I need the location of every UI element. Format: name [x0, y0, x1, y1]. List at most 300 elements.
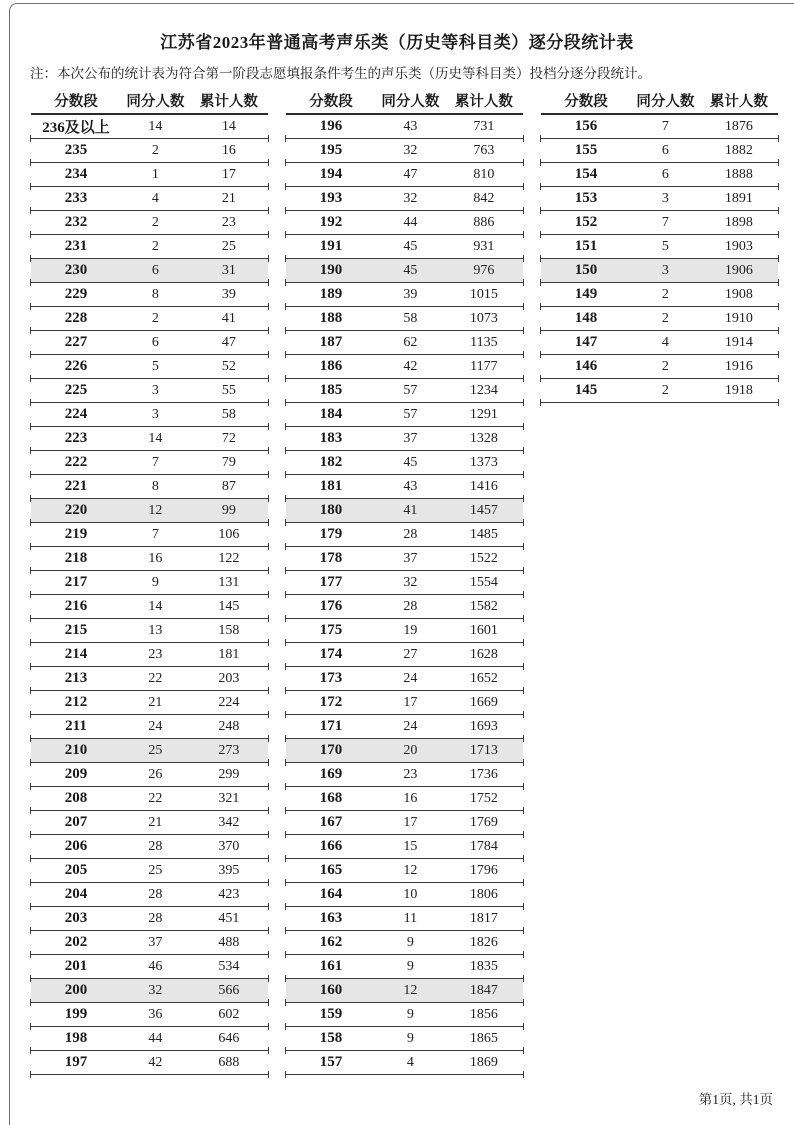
- table-row: [286, 1027, 523, 1051]
- table-row: [541, 115, 778, 139]
- same-count-cell: 43: [403, 478, 418, 494]
- same-count-cell: 6: [151, 262, 159, 278]
- cumulative-cell: 1652: [469, 670, 498, 686]
- table-row: [541, 355, 778, 379]
- table-body: [31, 115, 268, 1075]
- score-cell: 163: [319, 910, 343, 926]
- cumulative-cell: 122: [218, 550, 240, 566]
- cumulative-cell: 1847: [469, 982, 498, 998]
- cumulative-cell: 1865: [469, 1030, 498, 1046]
- cumulative-cell: 31: [221, 262, 236, 278]
- score-cell: 209: [64, 766, 88, 782]
- cumulative-cell: 1073: [469, 310, 498, 326]
- same-count-cell: 25: [148, 862, 163, 878]
- same-count-cell: 9: [406, 934, 414, 950]
- same-count-cell: 17: [403, 694, 418, 710]
- cumulative-cell: 1806: [469, 886, 498, 902]
- cumulative-cell: 395: [218, 862, 240, 878]
- score-table-2: [286, 86, 523, 1075]
- same-count-cell: 13: [148, 622, 163, 638]
- same-count-cell: 12: [148, 502, 163, 518]
- cumulative-cell: 566: [218, 982, 240, 998]
- score-cell: 183: [319, 430, 343, 446]
- table-row: [31, 883, 268, 907]
- cumulative-cell: 72: [221, 430, 236, 446]
- score-cell: 197: [64, 1054, 88, 1070]
- cumulative-cell: 1891: [724, 190, 753, 206]
- same-count-cell: 6: [151, 334, 159, 350]
- score-cell: 230: [64, 262, 88, 278]
- same-count-cell: 2: [151, 142, 159, 158]
- table-row: [286, 739, 523, 763]
- table-row: [541, 187, 778, 211]
- cumulative-cell: 1522: [469, 550, 498, 566]
- same-count-cell: 28: [403, 598, 418, 614]
- score-cell: 229: [64, 286, 88, 302]
- score-cell: 159: [319, 1006, 343, 1022]
- table-row: [31, 307, 268, 331]
- cumulative-cell: 1669: [469, 694, 498, 710]
- header-cumulative-count: 累计人数: [199, 94, 258, 110]
- score-cell: 193: [319, 190, 343, 206]
- same-count-cell: 22: [148, 790, 163, 806]
- score-cell: 153: [574, 190, 598, 206]
- table-row: [286, 451, 523, 475]
- same-count-cell: 28: [148, 838, 163, 854]
- table-row: [31, 979, 268, 1003]
- same-count-cell: 62: [403, 334, 418, 350]
- same-count-cell: 6: [661, 166, 669, 182]
- same-count-cell: 28: [403, 526, 418, 542]
- table-row: [286, 211, 523, 235]
- score-cell: 189: [319, 286, 343, 302]
- table-row: [541, 163, 778, 187]
- cumulative-cell: 14: [221, 118, 236, 134]
- cumulative-cell: 1015: [469, 286, 498, 302]
- score-cell: 206: [64, 838, 88, 854]
- cumulative-cell: 55: [221, 382, 236, 398]
- score-cell: 205: [64, 862, 88, 878]
- score-cell: 225: [64, 382, 88, 398]
- cumulative-cell: 1628: [469, 646, 498, 662]
- table-row: [286, 283, 523, 307]
- same-count-cell: 32: [148, 982, 163, 998]
- table-row: [286, 427, 523, 451]
- score-cell: 228: [64, 310, 88, 326]
- cumulative-cell: 1752: [469, 790, 498, 806]
- same-count-cell: 27: [403, 646, 418, 662]
- score-cell: 145: [574, 382, 598, 398]
- score-cell: 185: [319, 382, 343, 398]
- same-count-cell: 23: [403, 766, 418, 782]
- cumulative-cell: 87: [221, 478, 236, 494]
- score-cell: 169: [319, 766, 343, 782]
- score-cell: 224: [64, 406, 88, 422]
- same-count-cell: 45: [403, 454, 418, 470]
- table-body: [286, 115, 523, 1075]
- cumulative-cell: 1908: [724, 286, 753, 302]
- same-count-cell: 3: [151, 406, 159, 422]
- cumulative-cell: 1796: [469, 862, 498, 878]
- cumulative-cell: 1910: [724, 310, 753, 326]
- table-row: [31, 139, 268, 163]
- same-count-cell: 14: [148, 598, 163, 614]
- same-count-cell: 9: [151, 574, 159, 590]
- table-body: [541, 115, 778, 403]
- table-row: [286, 403, 523, 427]
- cumulative-cell: 886: [473, 214, 495, 230]
- score-cell: 201: [64, 958, 88, 974]
- cumulative-cell: 1554: [469, 574, 498, 590]
- cumulative-cell: 534: [218, 958, 240, 974]
- cumulative-cell: 1882: [724, 142, 753, 158]
- same-count-cell: 2: [151, 238, 159, 254]
- same-count-cell: 41: [403, 502, 418, 518]
- score-cell: 179: [319, 526, 343, 542]
- same-count-cell: 14: [148, 118, 163, 134]
- table-row: [31, 187, 268, 211]
- table-row: [31, 163, 268, 187]
- score-cell: 173: [319, 670, 343, 686]
- score-cell: 151: [574, 238, 598, 254]
- table-header: [286, 86, 523, 115]
- score-cell: 217: [64, 574, 88, 590]
- cumulative-cell: 39: [221, 286, 236, 302]
- table-row: [286, 835, 523, 859]
- same-count-cell: 11: [403, 910, 418, 926]
- same-count-cell: 42: [403, 358, 418, 374]
- cumulative-cell: 99: [221, 502, 236, 518]
- same-count-cell: 32: [403, 190, 418, 206]
- cumulative-cell: 1898: [724, 214, 753, 230]
- score-cell: 158: [319, 1030, 343, 1046]
- score-cell: 196: [319, 118, 343, 134]
- cumulative-cell: 1457: [469, 502, 498, 518]
- table-row: [286, 691, 523, 715]
- score-cell: 191: [319, 238, 343, 254]
- table-row: [31, 907, 268, 931]
- same-count-cell: 24: [148, 718, 163, 734]
- score-cell: 216: [64, 598, 88, 614]
- score-cell: 182: [319, 454, 343, 470]
- same-count-cell: 2: [661, 310, 669, 326]
- score-cell: 227: [64, 334, 88, 350]
- cumulative-cell: 731: [473, 118, 495, 134]
- score-cell: 194: [319, 166, 343, 182]
- same-count-cell: 2: [661, 382, 669, 398]
- same-count-cell: 24: [403, 670, 418, 686]
- table-row: [541, 307, 778, 331]
- cumulative-cell: 1234: [469, 382, 498, 398]
- header-cumulative-count: 累计人数: [709, 94, 768, 110]
- cumulative-cell: 1903: [724, 238, 753, 254]
- cumulative-cell: 1914: [724, 334, 753, 350]
- cumulative-cell: 224: [218, 694, 240, 710]
- score-cell: 171: [319, 718, 343, 734]
- cumulative-cell: 602: [218, 1006, 240, 1022]
- table-row: [31, 835, 268, 859]
- cumulative-cell: 203: [218, 670, 240, 686]
- score-cell: 177: [319, 574, 343, 590]
- same-count-cell: 58: [403, 310, 418, 326]
- score-cell: 226: [64, 358, 88, 374]
- score-cell: 164: [319, 886, 343, 902]
- same-count-cell: 37: [403, 430, 418, 446]
- table-row: [31, 283, 268, 307]
- same-count-cell: 44: [148, 1030, 163, 1046]
- cumulative-cell: 16: [221, 142, 236, 158]
- cumulative-cell: 1582: [469, 598, 498, 614]
- same-count-cell: 9: [406, 1006, 414, 1022]
- same-count-cell: 21: [148, 694, 163, 710]
- same-count-cell: 16: [148, 550, 163, 566]
- same-count-cell: 44: [403, 214, 418, 230]
- score-cell: 150: [574, 262, 598, 278]
- table-row: [31, 1027, 268, 1051]
- same-count-cell: 7: [661, 118, 669, 134]
- same-count-cell: 15: [403, 838, 418, 854]
- same-count-cell: 32: [403, 574, 418, 590]
- score-cell: 152: [574, 214, 598, 230]
- same-count-cell: 21: [148, 814, 163, 830]
- same-count-cell: 4: [406, 1054, 414, 1070]
- score-cell: 181: [319, 478, 343, 494]
- cumulative-cell: 273: [218, 742, 240, 758]
- table-row: [31, 451, 268, 475]
- same-count-cell: 2: [151, 214, 159, 230]
- header-same-score-count: 同分人数: [381, 94, 440, 110]
- cumulative-cell: 1906: [724, 262, 753, 278]
- score-cell: 188: [319, 310, 343, 326]
- cumulative-cell: 1918: [724, 382, 753, 398]
- score-cell: 165: [319, 862, 343, 878]
- cumulative-cell: 1817: [469, 910, 498, 926]
- table-row: [286, 859, 523, 883]
- same-count-cell: 2: [661, 358, 669, 374]
- score-cell: 172: [319, 694, 343, 710]
- same-count-cell: 43: [403, 118, 418, 134]
- cumulative-cell: 1291: [469, 406, 498, 422]
- score-cell: 223: [64, 430, 88, 446]
- table-header: [31, 86, 268, 115]
- same-count-cell: 4: [661, 334, 669, 350]
- table-row: [286, 523, 523, 547]
- table-row: [286, 1051, 523, 1075]
- cumulative-cell: 342: [218, 814, 240, 830]
- score-cell: 233: [64, 190, 88, 206]
- score-cell: 187: [319, 334, 343, 350]
- same-count-cell: 24: [403, 718, 418, 734]
- table-row: [286, 667, 523, 691]
- table-row: [286, 259, 523, 283]
- same-count-cell: 7: [661, 214, 669, 230]
- same-count-cell: 37: [148, 934, 163, 950]
- score-cell: 220: [64, 502, 88, 518]
- same-count-cell: 42: [148, 1054, 163, 1070]
- same-count-cell: 5: [151, 358, 159, 374]
- score-cell: 234: [64, 166, 88, 182]
- score-cell: 178: [319, 550, 343, 566]
- table-row: [286, 307, 523, 331]
- same-count-cell: 45: [403, 238, 418, 254]
- table-row: [286, 1003, 523, 1027]
- table-row: [31, 547, 268, 571]
- same-count-cell: 10: [403, 886, 418, 902]
- score-cell: 170: [319, 742, 343, 758]
- cumulative-cell: 976: [473, 262, 495, 278]
- score-cell: 155: [574, 142, 598, 158]
- score-cell: 203: [64, 910, 88, 926]
- cumulative-cell: 23: [221, 214, 236, 230]
- table-row: [31, 379, 268, 403]
- cumulative-cell: 1869: [469, 1054, 498, 1070]
- score-cell: 210: [64, 742, 88, 758]
- cumulative-cell: 931: [473, 238, 495, 254]
- table-row: [286, 163, 523, 187]
- score-cell: 195: [319, 142, 343, 158]
- same-count-cell: 3: [151, 382, 159, 398]
- table-row: [286, 475, 523, 499]
- cumulative-cell: 1876: [724, 118, 753, 134]
- cumulative-cell: 810: [473, 166, 495, 182]
- table-row: [31, 1051, 268, 1075]
- score-cell: 207: [64, 814, 88, 830]
- same-count-cell: 8: [151, 478, 159, 494]
- same-count-cell: 6: [661, 142, 669, 158]
- score-cell: 174: [319, 646, 343, 662]
- score-cell: 236及以上: [42, 120, 110, 136]
- score-cell: 186: [319, 358, 343, 374]
- same-count-cell: 2: [151, 310, 159, 326]
- same-count-cell: 26: [148, 766, 163, 782]
- same-count-cell: 17: [403, 814, 418, 830]
- cumulative-cell: 1416: [469, 478, 498, 494]
- tables-container: [31, 86, 778, 1075]
- table-row: [31, 475, 268, 499]
- cumulative-cell: 21: [221, 190, 236, 206]
- same-count-cell: 20: [403, 742, 418, 758]
- table-row: [31, 403, 268, 427]
- same-count-cell: 23: [148, 646, 163, 662]
- score-cell: 222: [64, 454, 88, 470]
- score-cell: 212: [64, 694, 88, 710]
- score-cell: 215: [64, 622, 88, 638]
- cumulative-cell: 1177: [470, 358, 498, 374]
- score-cell: 235: [64, 142, 88, 158]
- cumulative-cell: 1485: [469, 526, 498, 542]
- cumulative-cell: 1601: [469, 622, 498, 638]
- same-count-cell: 7: [151, 454, 159, 470]
- table-row: [31, 355, 268, 379]
- same-count-cell: 9: [406, 1030, 414, 1046]
- cumulative-cell: 41: [221, 310, 236, 326]
- table-row: [31, 523, 268, 547]
- cumulative-cell: 763: [473, 142, 495, 158]
- cumulative-cell: 145: [218, 598, 240, 614]
- score-cell: 161: [319, 958, 343, 974]
- cumulative-cell: 47: [221, 334, 236, 350]
- table-row: [31, 235, 268, 259]
- note-text: 注：本次公布的统计表为符合第一阶段志愿填报条件考生的声乐类（历史等科目类）投档分逐分段统计。: [30, 66, 651, 81]
- table-row: [31, 931, 268, 955]
- table-row: [31, 811, 268, 835]
- table-row: [31, 955, 268, 979]
- score-cell: 149: [574, 286, 598, 302]
- score-cell: 166: [319, 838, 343, 854]
- table-row: [286, 187, 523, 211]
- cumulative-cell: 1888: [724, 166, 753, 182]
- same-count-cell: 12: [403, 982, 418, 998]
- cumulative-cell: 1373: [469, 454, 498, 470]
- table-row: [31, 643, 268, 667]
- cumulative-cell: 1916: [724, 358, 753, 374]
- table-row: [286, 619, 523, 643]
- table-row: [31, 787, 268, 811]
- score-cell: 232: [64, 214, 88, 230]
- cumulative-cell: 79: [221, 454, 236, 470]
- cumulative-cell: 106: [218, 526, 240, 542]
- cumulative-cell: 1856: [469, 1006, 498, 1022]
- table-row: [286, 139, 523, 163]
- score-table-3: [541, 86, 778, 1075]
- same-count-cell: 12: [403, 862, 418, 878]
- same-count-cell: 22: [148, 670, 163, 686]
- same-count-cell: 47: [403, 166, 418, 182]
- score-cell: 204: [64, 886, 88, 902]
- same-count-cell: 25: [148, 742, 163, 758]
- score-cell: 180: [319, 502, 343, 518]
- cumulative-cell: 423: [218, 886, 240, 902]
- page-number: 第1页, 共1页: [698, 1092, 773, 1107]
- score-cell: 200: [64, 982, 88, 998]
- cumulative-cell: 1736: [469, 766, 498, 782]
- table-row: [541, 235, 778, 259]
- table-row: [31, 571, 268, 595]
- cumulative-cell: 158: [218, 622, 240, 638]
- score-cell: 175: [319, 622, 343, 638]
- table-row: [286, 643, 523, 667]
- score-cell: 160: [319, 982, 343, 998]
- same-count-cell: 45: [403, 262, 418, 278]
- same-count-cell: 37: [403, 550, 418, 566]
- table-row: [286, 931, 523, 955]
- table-header: [541, 86, 778, 115]
- table-row: [286, 883, 523, 907]
- score-cell: 146: [574, 358, 598, 374]
- table-row: [541, 259, 778, 283]
- same-count-cell: 3: [661, 262, 669, 278]
- table-row: [286, 379, 523, 403]
- cumulative-cell: 842: [473, 190, 495, 206]
- same-count-cell: 1: [151, 166, 159, 182]
- same-count-cell: 19: [403, 622, 418, 638]
- cumulative-cell: 299: [218, 766, 240, 782]
- cumulative-cell: 1769: [469, 814, 498, 830]
- score-cell: 184: [319, 406, 343, 422]
- same-count-cell: 57: [403, 382, 418, 398]
- table-row: [31, 427, 268, 451]
- same-count-cell: 32: [403, 142, 418, 158]
- score-cell: 190: [319, 262, 343, 278]
- score-cell: 213: [64, 670, 88, 686]
- score-cell: 176: [319, 598, 343, 614]
- cumulative-cell: 1328: [469, 430, 498, 446]
- cumulative-cell: 181: [218, 646, 240, 662]
- same-count-cell: 7: [151, 526, 159, 542]
- cumulative-cell: 17: [221, 166, 236, 182]
- cumulative-cell: 1826: [469, 934, 498, 950]
- table-row: [31, 619, 268, 643]
